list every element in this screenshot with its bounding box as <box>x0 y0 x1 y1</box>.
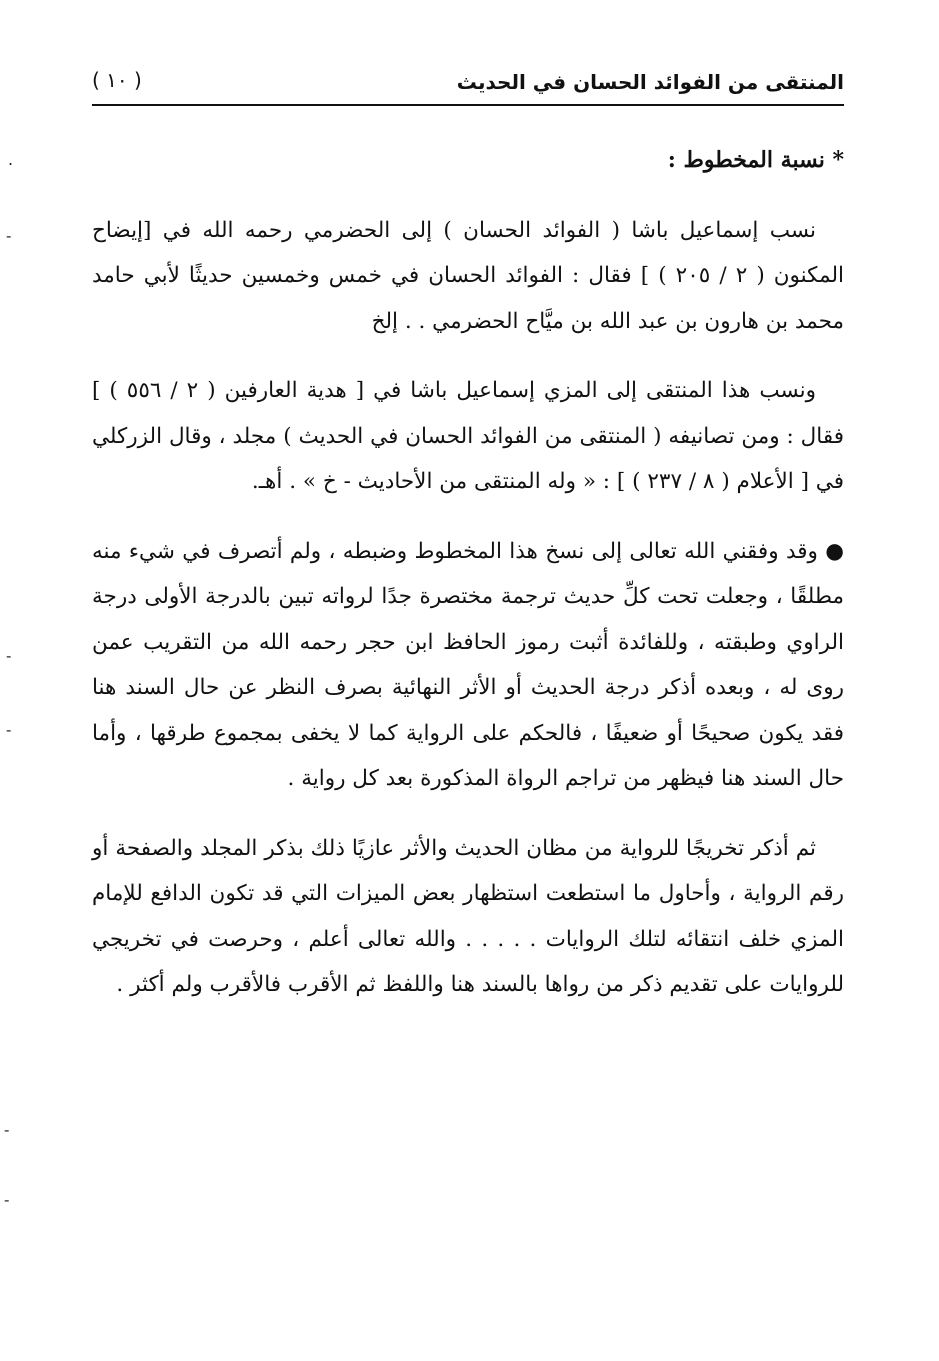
header-title: المنتقى من الفوائد الحسان في الحديث <box>456 70 844 94</box>
margin-mark: . <box>8 150 14 169</box>
header-rule <box>92 104 844 106</box>
margin-mark: - <box>6 646 12 665</box>
section-heading: * نسبة المخطوط : <box>667 147 844 173</box>
paragraph-takhrij: ثم أذكر تخريجًا للرواية من مظان الحديث والأثر عازيًا ذلك بذكر المجلد والصفحة أو رقم الرواية ، وأحاول ما استطعت استظهار بعض الميزات التي قد تكون الدافع للإمام المزي خلف انتقائه لتلك الروايات . . . . . والله تعالى أعلم ، وحرصت في تخريجي للروايات على تقديم ذكر من رواها بالسند هنا واللفظ ثم الأقرب فالأقرب ولم أكثر . <box>92 835 844 997</box>
margin-mark: - <box>4 1120 10 1139</box>
margin-mark: - <box>6 226 12 245</box>
page-body <box>92 138 844 1032</box>
margin-mark: - <box>4 1190 10 1209</box>
paragraph-methodology: ● وقد وفقني الله تعالى إلى نسخ هذا المخطوط وضبطه ، ولم أتصرف في شيء منه مطلقًا ، وجعلت تحت كلِّ حديث ترجمة مختصرة جدًا لرواته تبين بالدرجة الأولى درجة الراوي وطبقته ، وللفائدة أثبت رموز الحافظ ابن حجر رحمه الله من التقريب عمن روى له ، وبعده أذكر درجة الحديث أو الأثر النهائية بصرف النظر عن حال السند هنا فقد يكون صحيحًا أو ضعيفًا ، فالحكم على الرواية كما لا يخفى بمجموع طرقها ، وأما حال السند هنا فيظهر من تراجم الرواة المذكورة بعد كل رواية . <box>92 538 844 791</box>
margin-mark: - <box>6 720 12 739</box>
page-number: ( ١٠ ) <box>92 68 142 92</box>
running-header <box>92 66 844 104</box>
paragraph-attribution-1: نسب إسماعيل باشا ( الفوائد الحسان ) إلى الحضرمي رحمه الله في [إيضاح المكنون ( ٢ / ٢٠٥ ) ] فقال : الفوائد الحسان في خمس وخمسين حديثًا لأبي حامد محمد بن هارون بن عبد الله بن ميَّاح الحضرمي . . إلخ <box>92 217 844 334</box>
paragraph-attribution-2: ونسب هذا المنتقى إلى المزي إسماعيل باشا في [ هدية العارفين ( ٢ / ٥٥٦ ) ] فقال : ومن تصانيفه ( المنتقى من الفوائد الحسان في الحديث ) مجلد ، وقال الزركلي في [ الأعلام ( ٨ / ٢٣٧ ) ] : « وله المنتقى من الأحاديث - خ » . أهـ. <box>92 378 844 494</box>
